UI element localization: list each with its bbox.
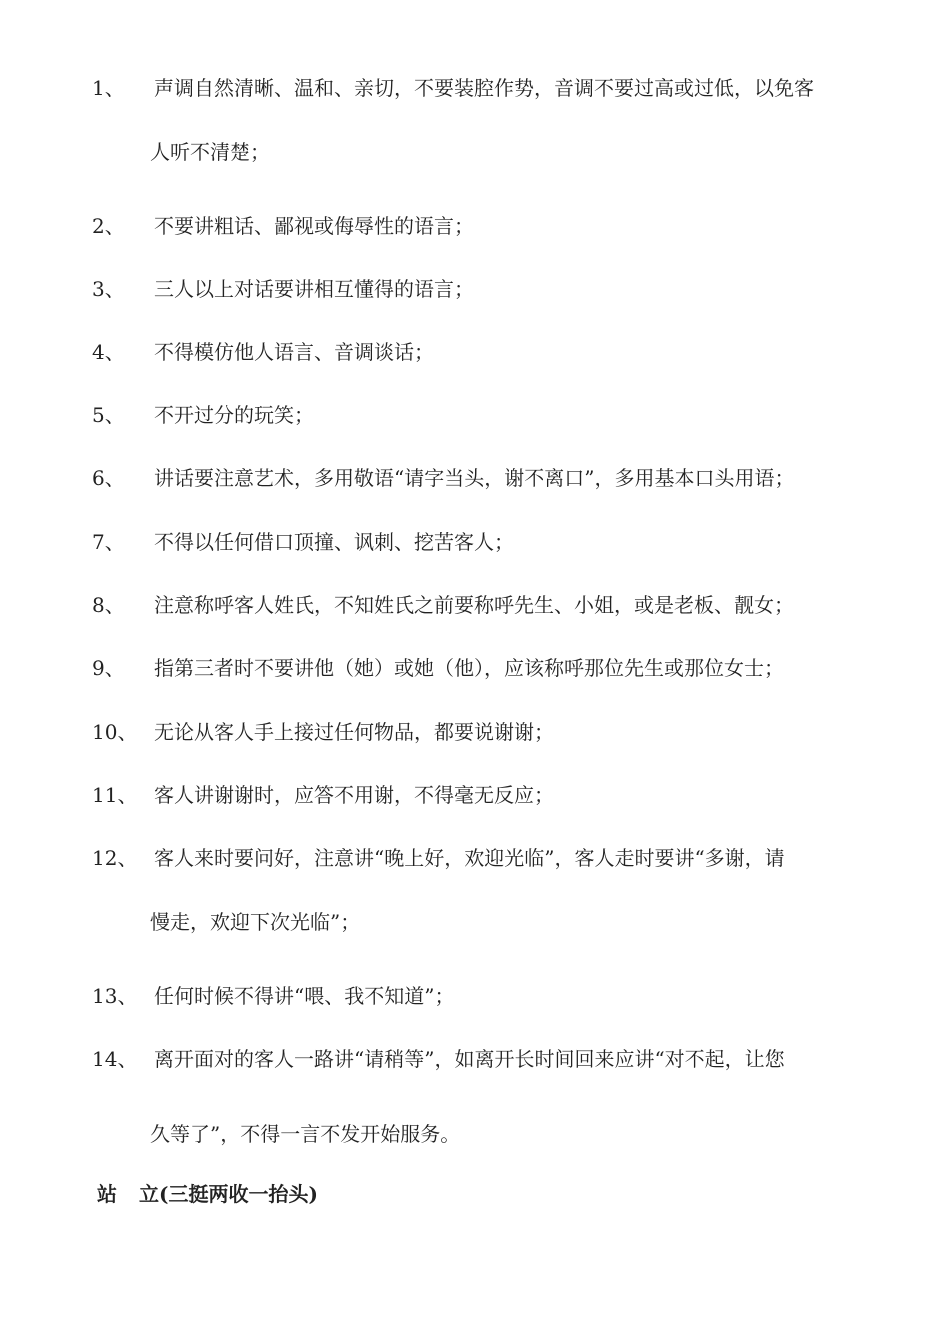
item-number: 3、 xyxy=(92,277,125,301)
item-text: 客人来时要问好，注意讲“晚上好，欢迎光临”，客人走时要讲“多谢，请 xyxy=(154,846,785,870)
item-number: 6、 xyxy=(92,466,125,490)
section-heading-part1: 站 xyxy=(97,1182,117,1206)
item-text: 声调自然清晰、温和、亲切，不要装腔作势，音调不要过高或过低，以免客 xyxy=(154,76,814,100)
item-text: 离开面对的客人一路讲“请稍等”，如离开长时间回来应讲“对不起，让您 xyxy=(154,1047,785,1071)
item-number: 11、 xyxy=(92,783,138,807)
item-text: 无论从客人手上接过任何物品，都要说谢谢； xyxy=(154,720,554,744)
item-number: 14、 xyxy=(92,1047,138,1071)
item-text: 不得模仿他人语言、音调谈话； xyxy=(154,340,434,364)
item-text: 讲话要注意艺术，多用敬语“请字当头，谢不离口”，多用基本口头用语； xyxy=(154,466,795,490)
item-number: 12、 xyxy=(92,846,138,870)
item-number: 5、 xyxy=(92,403,125,427)
item-number: 8、 xyxy=(92,593,125,617)
item-text-continued: 慢走，欢迎下次光临”； xyxy=(150,910,361,934)
item-text: 任何时候不得讲“喂、我不知道”； xyxy=(154,984,455,1008)
item-text: 不要讲粗话、鄙视或侮辱性的语言； xyxy=(154,214,474,238)
item-number: 10、 xyxy=(92,720,138,744)
item-number: 9、 xyxy=(92,656,125,680)
section-heading xyxy=(97,1182,318,1206)
item-text: 不得以任何借口顶撞、讽刺、挖苦客人； xyxy=(154,530,514,554)
item-text: 指第三者时不要讲他（她）或她（他），应该称呼那位先生或那位女士； xyxy=(154,656,784,680)
section-heading-part2: 立(三挺两收一抬头) xyxy=(139,1182,318,1206)
item-text: 注意称呼客人姓氏，不知姓氏之前要称呼先生、小姐，或是老板、靓女； xyxy=(154,593,794,617)
item-text-continued: 久等了”，不得一言不发开始服务。 xyxy=(150,1122,461,1146)
item-text: 客人讲谢谢时，应答不用谢，不得毫无反应； xyxy=(154,783,554,807)
item-text-continued: 人听不清楚； xyxy=(150,140,270,164)
item-text: 不开过分的玩笑； xyxy=(154,403,314,427)
item-text: 三人以上对话要讲相互懂得的语言； xyxy=(154,277,474,301)
item-number: 4、 xyxy=(92,340,125,364)
item-number: 2、 xyxy=(92,214,125,238)
item-number: 13、 xyxy=(92,984,138,1008)
item-number: 7、 xyxy=(92,530,125,554)
item-number: 1、 xyxy=(92,76,125,100)
